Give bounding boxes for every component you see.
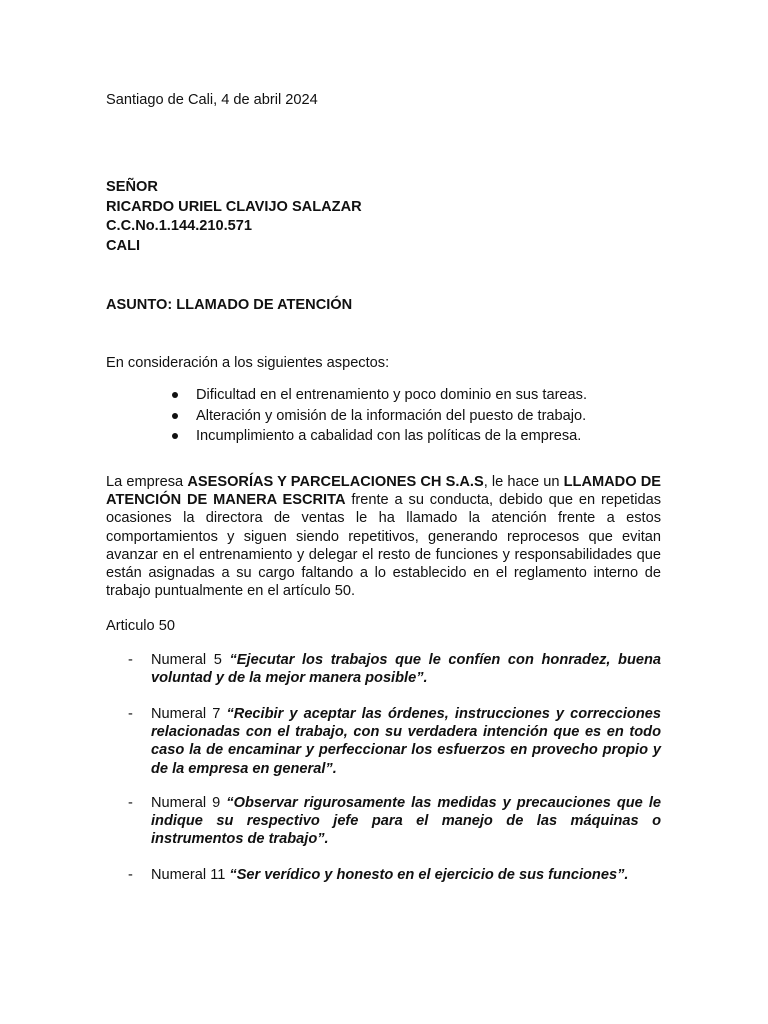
numeral-quote: “Ejecutar los trabajos que le confíen con honradez, buena voluntad y de la mejor manera posible”. <box>151 652 662 687</box>
list-item <box>170 426 587 447</box>
body-paragraph <box>106 473 661 600</box>
numeral-quote: “Ser verídico y honesto en el ejercicio de sus funciones”. <box>229 867 629 883</box>
recipient-name: RICARDO URIEL CLAVIJO SALAZAR <box>106 198 362 215</box>
recipient-city: CALI <box>106 237 141 254</box>
place-date: Santiago de Cali, 4 de abril 2024 <box>106 92 318 108</box>
dash-marker: - <box>128 867 133 883</box>
aspects-list <box>170 385 587 447</box>
numeral-label: Numeral 7 <box>151 706 227 722</box>
bullet-icon <box>172 392 178 398</box>
aspect-text: Alteración y omisión de la información del puesto de trabajo. <box>196 407 587 424</box>
dash-marker: - <box>128 795 133 811</box>
numeral-label: Numeral 5 <box>151 652 230 668</box>
intro-text: En consideración a los siguientes aspectos: <box>106 355 390 371</box>
list-item <box>128 705 661 778</box>
numeral-label: Numeral 11 <box>151 867 230 883</box>
body-text-1: La empresa <box>106 474 188 490</box>
aspect-text: Incumplimiento a cabalidad con las políticas de la empresa. <box>196 428 582 444</box>
list-item <box>170 385 587 406</box>
company-name: ASESORÍAS Y PARCELACIONES CH S.A.S <box>187 474 484 490</box>
dash-marker: - <box>128 706 133 722</box>
list-item <box>170 406 587 427</box>
list-item <box>128 866 661 884</box>
numeral-label: Numeral 9 <box>151 795 227 811</box>
bullet-icon <box>172 413 178 419</box>
recipient-title: SEÑOR <box>106 179 158 195</box>
numeral-quote: “Recibir y aceptar las órdenes, instrucciones y correcciones relacionadas con el trabajo, con su verdadera intención que es en todo caso la de encaminar y perfeccionar los esfuerzos en provecho propio y de la empresa en general”. <box>151 706 661 777</box>
recipient-id: C.C.No.1.144.210.571 <box>106 218 253 234</box>
aspect-text: Dificultad en el entrenamiento y poco dominio en sus tareas. <box>196 387 588 403</box>
recipient-block <box>106 178 362 256</box>
dash-marker: - <box>128 652 133 668</box>
body-text-3: frente a su conducta, debido que en repetidas ocasiones la directora de ventas le ha llamado la atención frente a estos comportamientos y siguen siendo repetitivos, generando reprocesos que evitan avanzar en el entrenamiento y delegar el resto de funciones y responsabilidades que están asignadas a su cargo faltando a lo establecido en el reglamento interno de trabajo puntualmente en el artículo 50. <box>106 492 661 600</box>
list-item <box>128 794 661 849</box>
notice-type: LLAMADO DE ATENCIÓN DE MANERA ESCRITA <box>106 474 661 509</box>
subject-line: ASUNTO: LLAMADO DE ATENCIÓN <box>106 297 353 313</box>
body-text-2: , le hace un <box>483 474 564 490</box>
bullet-icon <box>172 433 178 439</box>
list-item <box>128 651 662 687</box>
article-title: Articulo 50 <box>106 618 175 634</box>
numeral-quote: “Observar rigurosamente las medidas y precauciones que le indique su respectivo jefe para el manejo de las máquinas o instrumentos de trabajo”. <box>151 795 661 848</box>
